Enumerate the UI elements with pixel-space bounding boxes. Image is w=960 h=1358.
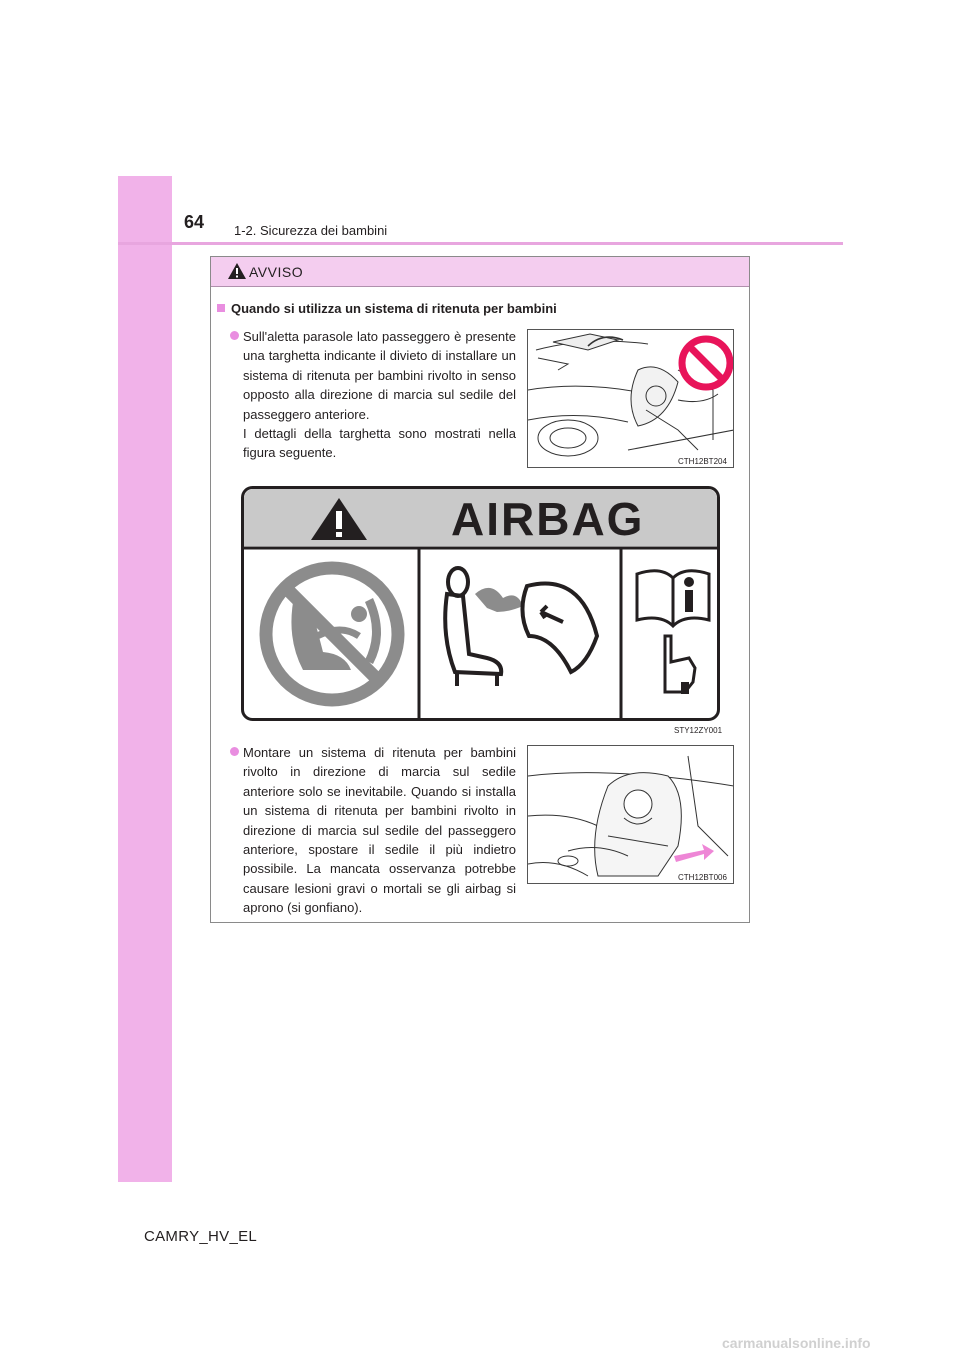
warning-triangle-icon [227, 262, 247, 280]
child-seat-illustration [528, 746, 734, 884]
square-bullet-icon [217, 304, 225, 312]
header-rule [118, 242, 843, 245]
model-code: CAMRY_HV_EL [144, 1228, 258, 1245]
bullet-text: Sull'aletta parasole lato passeggero è presente una targhetta indicante il divieto di installare un sistema di ritenuta per bambini rivolto in senso opposto alla direzione di marcia sul sedile del passeggero anteriore. I dettagli della targhetta sono mostrati nella figura seguente. [243, 329, 516, 461]
round-bullet-icon [230, 331, 239, 340]
warning-subheading [217, 301, 557, 316]
sunvisor-label-illustration [527, 329, 734, 468]
car-interior-illustration [528, 330, 734, 468]
airbag-title: AIRBAG [451, 493, 645, 545]
section-title: 1-2. Sicurezza dei bambini [234, 223, 388, 238]
image-code: STY12ZY001 [674, 726, 723, 735]
warning-label: AVVISO [249, 264, 304, 280]
chapter-sidebar-tab [118, 176, 172, 1182]
subheading-text: Quando si utilizza un sistema di ritenuta per bambini [231, 301, 557, 316]
image-code: CTH12BT006 [678, 873, 727, 882]
airbag-warning-label [241, 486, 723, 735]
image-code: CTH12BT204 [678, 457, 727, 466]
bullet-item-sunvisor [243, 327, 516, 463]
page-number: 64 [184, 212, 205, 232]
warning-header [211, 257, 749, 287]
bullet-text: Montare un sistema di ritenuta per bambini rivolto in direzione di marcia sul sedile anteriore solo se inevitabile. Quando si installa un sistema di ritenuta per bambini rivolto in direzione di marcia sul sedile del passeggero anteriore, spostare il sedile il più indietro possibile. La mancata osservanza potrebbe causare lesioni gravi o mortali se gli airbag si aprono (si gonfiano). [243, 745, 516, 916]
forward-facing-seat-illustration [527, 745, 734, 884]
round-bullet-icon [230, 747, 239, 756]
bullet-item-forward-facing [243, 743, 516, 918]
watermark: carmanualsonline.info [722, 1335, 871, 1351]
